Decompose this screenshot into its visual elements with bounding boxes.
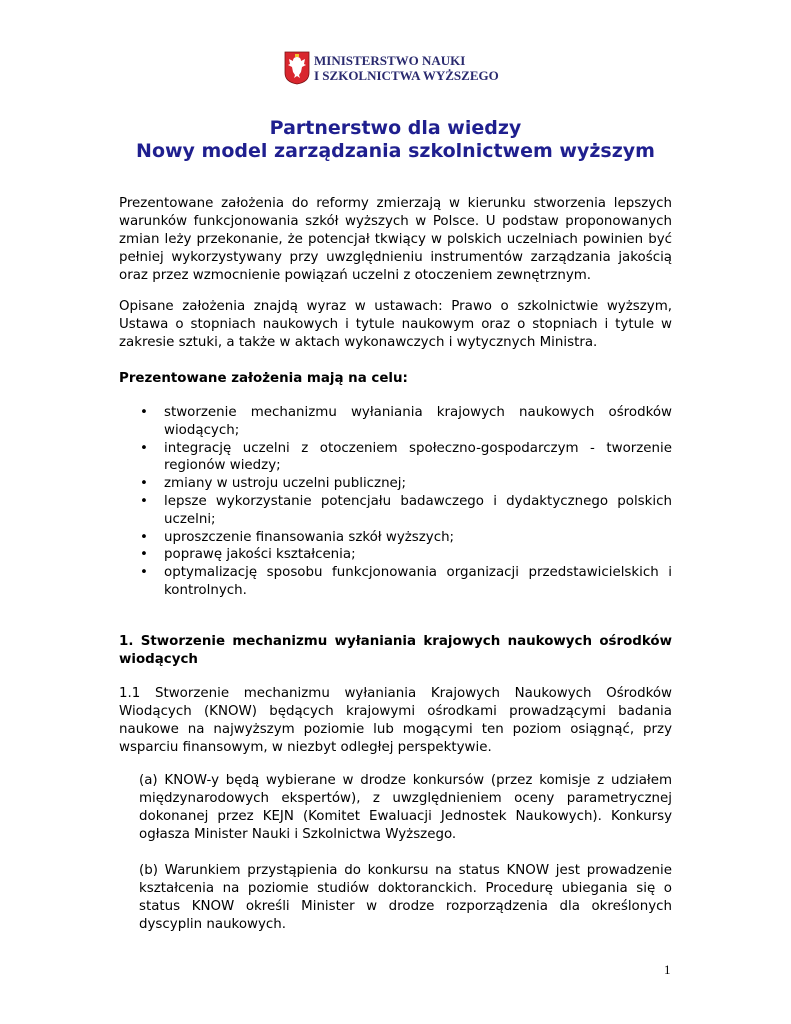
ministry-name-line2: I SZKOLNICTWA WYŻSZEGO <box>314 68 499 83</box>
section-1-1-b-paragraph: (b) Warunkiem przystąpienia do konkursu na status KNOW jest prowadzenie kształcenia na poziomie studiów doktoranckich. Procedurę ubiegania się o status KNOW określi Minister w drodze rozporządzenia dla określonych dyscyplin naukowych. <box>139 863 672 932</box>
list-item: • lepsze wykorzystanie potencjału badawczego i dydaktycznego polskich uczelni; <box>140 493 672 527</box>
list-item: • stworzenie mechanizmu wyłaniania krajowych naukowych ośrodków wiodących; <box>140 405 672 438</box>
ministry-name <box>314 53 499 83</box>
ministry-logo <box>284 50 524 92</box>
bullet-icon: • <box>140 493 148 509</box>
section-1-1-a-paragraph: (a) KNOW-y będą wybierane w drodze konkursów (przez komisje z udziałem międzynarodowych ekspertów), z uwzględnieniem oceny parametrycznej dokonanej przez KEJN (Komitet Ewaluacji Jednostek Naukowych). Konkursy ogłasza Minister Nauki i Szkolnictwa Wyższego. <box>139 773 672 842</box>
goals-heading: Prezentowane założenia mają na celu: <box>119 371 408 386</box>
list-item: • poprawę jakości kształcenia; <box>140 547 356 563</box>
goals-list <box>140 404 672 600</box>
section-1-1-paragraph: 1.1 Stworzenie mechanizmu wyłaniania Krajowych Naukowych Ośrodków Wiodących (KNOW) będących krajowymi ośrodkami prowadzącymi badania naukowe na najwyższym poziomie lub mogącymi ten poziom osiągnąć, przy wsparciu finansowym, w niezbyt odległej perspektywie. <box>119 686 672 755</box>
bullet-icon: • <box>140 565 148 581</box>
document-title: Partnerstwo dla wiedzy <box>269 117 522 139</box>
section-1-heading: 1. Stworzenie mechanizmu wyłaniania krajowych naukowych ośrodków wiodących <box>119 634 672 667</box>
list-item: • zmiany w ustroju uczelni publicznej; <box>140 476 407 492</box>
bullet-icon: • <box>140 440 148 456</box>
bullet-icon: • <box>140 547 148 563</box>
bullet-icon: • <box>140 405 148 420</box>
page-number: 1 <box>664 962 671 977</box>
list-item: • optymalizację sposobu funkcjonowania organizacji przedstawicielskich i kontrolnych. <box>140 565 672 598</box>
ministry-name-line1: MINISTERSTWO NAUKI <box>314 53 466 68</box>
list-item: • integrację uczelni z otoczeniem społeczno-gospodarczym - tworzenie regionów wiedzy; <box>140 440 672 474</box>
polish-eagle-emblem-icon <box>284 51 310 85</box>
document-subtitle: Nowy model zarządzania szkolnictwem wyższym <box>136 140 655 162</box>
intro-paragraph-1: Prezentowane założenia do reformy zmierzają w kierunku stworzenia lepszych warunków funkcjonowania szkół wyższych w Polsce. U podstaw proponowanych zmian leży przekonanie, że potencjał tkwiący w polskich uczelniach powinien być pełniej wykorzystywany przy uwzględnieniu instrumentów zarządzania jakością oraz przez wzmocnienie powiązań uczelni z otoczeniem zewnętrznym. <box>119 196 672 283</box>
list-item: • uproszczenie finansowania szkół wyższych; <box>140 529 455 545</box>
bullet-icon: • <box>140 529 148 545</box>
intro-paragraph-2: Opisane założenia znajdą wyraz w ustawach: Prawo o szkolnictwie wyższym, Ustawa o stopniach naukowych i tytule naukowym oraz o stopniach i tytule w zakresie sztuki, a także w aktach wykonawczych i wytycznych Ministra. <box>119 299 672 350</box>
bullet-icon: • <box>140 476 148 492</box>
